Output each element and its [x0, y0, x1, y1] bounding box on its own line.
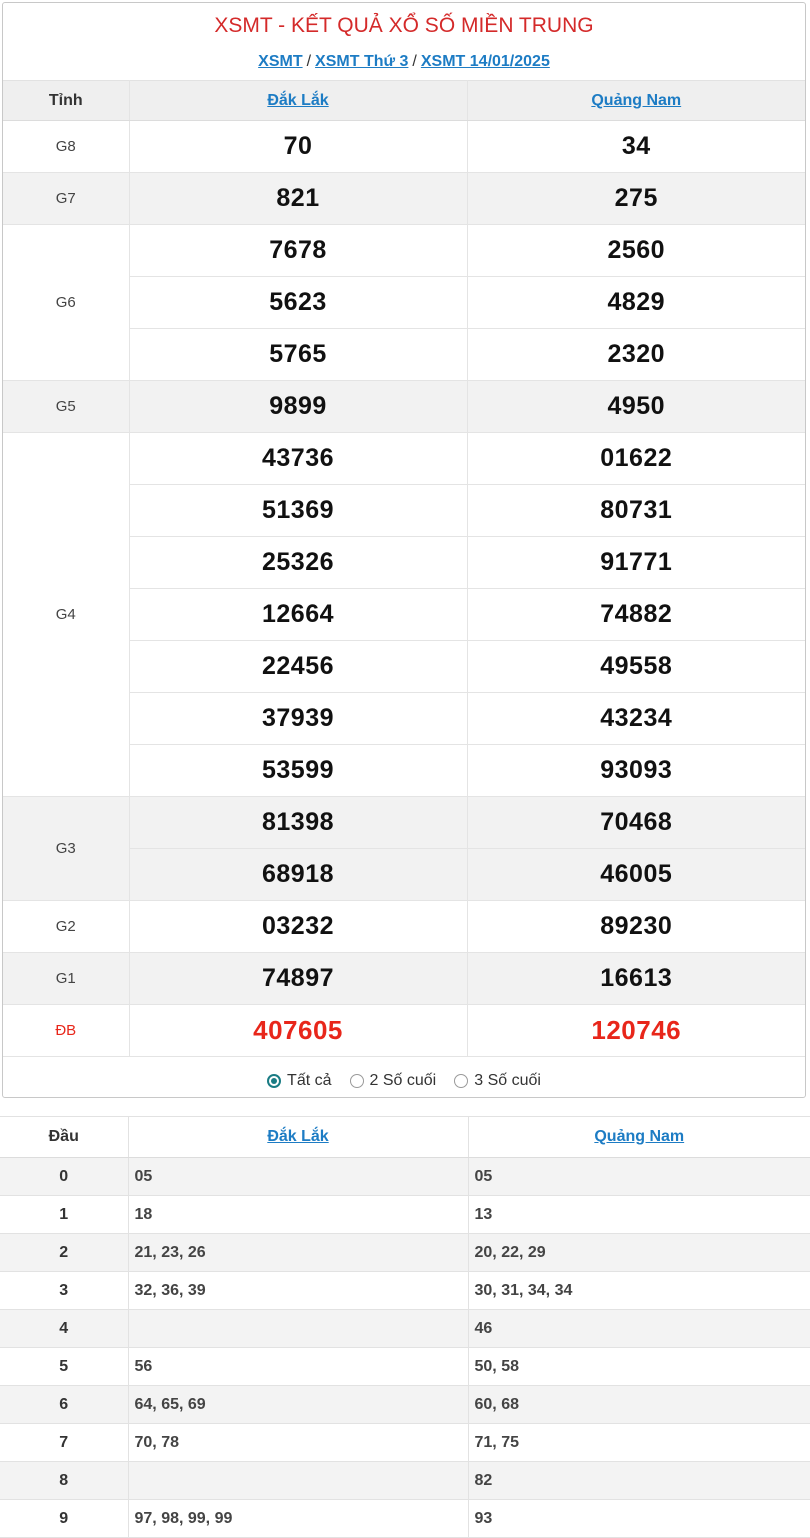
- result-number-dak-lak: 5623: [129, 277, 467, 329]
- loto-numbers-quang-nam: 71, 75: [468, 1424, 810, 1462]
- result-number-dak-lak: 821: [129, 173, 467, 225]
- prize-label: G2: [3, 901, 129, 953]
- result-number-quang-nam: 91771: [467, 537, 805, 589]
- loto-numbers-quang-nam: 50, 58: [468, 1348, 810, 1386]
- province-header-quang-nam: [467, 81, 805, 121]
- loto-row: [0, 1500, 810, 1538]
- prize-label: G1: [3, 953, 129, 1005]
- prize-label: G6: [3, 225, 129, 381]
- prize-row: [3, 381, 805, 433]
- loto-province-link-dak-lak[interactable]: Đắk Lắk: [267, 1128, 329, 1145]
- loto-numbers-quang-nam: 82: [468, 1462, 810, 1500]
- breadcrumb-date-link[interactable]: XSMT 14/01/2025: [420, 53, 550, 70]
- loto-head-digit: 2: [0, 1234, 128, 1272]
- prize-row: [3, 433, 805, 485]
- loto-numbers-dak-lak: [128, 1462, 468, 1500]
- radio-empty-icon: [454, 1074, 468, 1088]
- loto-numbers-quang-nam: 46: [468, 1310, 810, 1348]
- result-number-quang-nam: 2320: [467, 329, 805, 381]
- result-number-dak-lak: 9899: [129, 381, 467, 433]
- loto-row: [0, 1158, 810, 1196]
- loto-row: [0, 1310, 810, 1348]
- result-number-dak-lak: 25326: [129, 537, 467, 589]
- loto-row: [0, 1462, 810, 1500]
- result-number-dak-lak: 43736: [129, 433, 467, 485]
- result-number-quang-nam: 4950: [467, 381, 805, 433]
- loto-numbers-quang-nam: 13: [468, 1196, 810, 1234]
- loto-header-row: [0, 1117, 810, 1158]
- result-number-quang-nam: 275: [467, 173, 805, 225]
- filter-last3-label: 3 Số cuối: [474, 1072, 541, 1089]
- breadcrumb-separator: /: [306, 53, 312, 70]
- loto-numbers-dak-lak: 56: [128, 1348, 468, 1386]
- prize-label: G7: [3, 173, 129, 225]
- result-number-quang-nam: 01622: [467, 433, 805, 485]
- loto-row: [0, 1196, 810, 1234]
- loto-numbers-dak-lak: 70, 78: [128, 1424, 468, 1462]
- result-number-quang-nam: 43234: [467, 693, 805, 745]
- filter-last3-radio[interactable]: [454, 1072, 541, 1090]
- filter-all-radio[interactable]: [267, 1072, 331, 1090]
- result-number-dak-lak: 53599: [129, 745, 467, 797]
- prize-label: G8: [3, 121, 129, 173]
- result-number-quang-nam: 46005: [467, 849, 805, 901]
- loto-province-link-quang-nam[interactable]: Quảng Nam: [594, 1128, 685, 1145]
- loto-numbers-dak-lak: 18: [128, 1196, 468, 1234]
- loto-numbers-dak-lak: 21, 23, 26: [128, 1234, 468, 1272]
- result-number-quang-nam: 80731: [467, 485, 805, 537]
- prize-row: [3, 121, 805, 173]
- breadcrumb-separator: /: [412, 53, 417, 70]
- result-number-quang-nam: 34: [467, 121, 805, 173]
- filter-all-label: Tất cả: [287, 1072, 332, 1089]
- prize-row: [3, 1005, 805, 1057]
- result-number-dak-lak: 68918: [129, 849, 467, 901]
- loto-row: [0, 1386, 810, 1424]
- loto-numbers-dak-lak: [128, 1310, 468, 1348]
- province-header-dak-lak: [129, 81, 467, 121]
- prize-label: G4: [3, 433, 129, 797]
- breadcrumb-xsmt-link[interactable]: XSMT: [258, 53, 303, 70]
- result-number-quang-nam: 49558: [467, 641, 805, 693]
- loto-head-digit: 4: [0, 1310, 128, 1348]
- loto-head-digit: 6: [0, 1386, 128, 1424]
- loto-header-dak-lak: [128, 1117, 468, 1158]
- result-number-dak-lak: 22456: [129, 641, 467, 693]
- result-number-quang-nam: 4829: [467, 277, 805, 329]
- radio-selected-icon: [267, 1074, 281, 1088]
- loto-head-column-header: Đầu: [0, 1117, 128, 1158]
- prize-row: [3, 225, 805, 277]
- loto-head-digit: 0: [0, 1158, 128, 1196]
- loto-head-digit: 5: [0, 1348, 128, 1386]
- results-table: [3, 80, 805, 1057]
- prize-row: [3, 901, 805, 953]
- loto-row: [0, 1234, 810, 1272]
- result-number-quang-nam: 89230: [467, 901, 805, 953]
- prize-row: [3, 953, 805, 1005]
- breadcrumb-weekday-link[interactable]: XSMT Thứ 3: [315, 53, 409, 70]
- result-number-dak-lak: 70: [129, 121, 467, 173]
- result-number-dak-lak: 37939: [129, 693, 467, 745]
- prize-row: [3, 797, 805, 849]
- result-number-quang-nam: 16613: [467, 953, 805, 1005]
- result-number-dak-lak: 03232: [129, 901, 467, 953]
- loto-numbers-dak-lak: 97, 98, 99, 99: [128, 1500, 468, 1538]
- loto-numbers-quang-nam: 05: [468, 1158, 810, 1196]
- loto-numbers-quang-nam: 30, 31, 34, 34: [468, 1272, 810, 1310]
- loto-row: [0, 1424, 810, 1462]
- loto-header-quang-nam: [468, 1117, 810, 1158]
- prize-label: G5: [3, 381, 129, 433]
- result-number-dak-lak: 12664: [129, 589, 467, 641]
- filter-last2-label: 2 Số cuối: [369, 1072, 437, 1089]
- loto-head-digit: 7: [0, 1424, 128, 1462]
- breadcrumb: [3, 47, 805, 80]
- loto-numbers-dak-lak: 64, 65, 69: [128, 1386, 468, 1424]
- radio-empty-icon: [350, 1074, 364, 1088]
- loto-numbers-dak-lak: 32, 36, 39: [128, 1272, 468, 1310]
- result-number-dak-lak: 51369: [129, 485, 467, 537]
- loto-head-digit: 8: [0, 1462, 128, 1500]
- number-filter: [3, 1057, 805, 1105]
- result-number-quang-nam: 2560: [467, 225, 805, 277]
- result-number-quang-nam: 70468: [467, 797, 805, 849]
- result-number-quang-nam: 120746: [467, 1005, 805, 1057]
- province-column-header: Tỉnh: [3, 81, 129, 121]
- province-link-quang-nam[interactable]: Quảng Nam: [591, 91, 682, 109]
- prize-label: G3: [3, 797, 129, 901]
- result-number-quang-nam: 74882: [467, 589, 805, 641]
- result-number-dak-lak: 81398: [129, 797, 467, 849]
- filter-last2-radio[interactable]: [350, 1072, 437, 1090]
- result-number-dak-lak: 407605: [129, 1005, 467, 1057]
- loto-head-digit: 9: [0, 1500, 128, 1538]
- loto-numbers-quang-nam: 93: [468, 1500, 810, 1538]
- loto-head-digit: 1: [0, 1196, 128, 1234]
- loto-row: [0, 1348, 810, 1386]
- prize-label: ĐB: [3, 1005, 129, 1057]
- results-box: [2, 2, 806, 1098]
- result-number-dak-lak: 5765: [129, 329, 467, 381]
- loto-table: [0, 1116, 810, 1538]
- loto-numbers-quang-nam: 60, 68: [468, 1386, 810, 1424]
- loto-head-digit: 3: [0, 1272, 128, 1310]
- result-number-dak-lak: 74897: [129, 953, 467, 1005]
- result-number-quang-nam: 93093: [467, 745, 805, 797]
- loto-row: [0, 1272, 810, 1310]
- results-header-row: [3, 81, 805, 121]
- province-link-dak-lak[interactable]: Đắk Lắk: [267, 91, 329, 109]
- page-title: XSMT - KẾT QUẢ XỔ SỐ MIỀN TRUNG: [214, 14, 594, 37]
- prize-row: [3, 173, 805, 225]
- loto-numbers-dak-lak: 05: [128, 1158, 468, 1196]
- loto-numbers-quang-nam: 20, 22, 29: [468, 1234, 810, 1272]
- result-number-dak-lak: 7678: [129, 225, 467, 277]
